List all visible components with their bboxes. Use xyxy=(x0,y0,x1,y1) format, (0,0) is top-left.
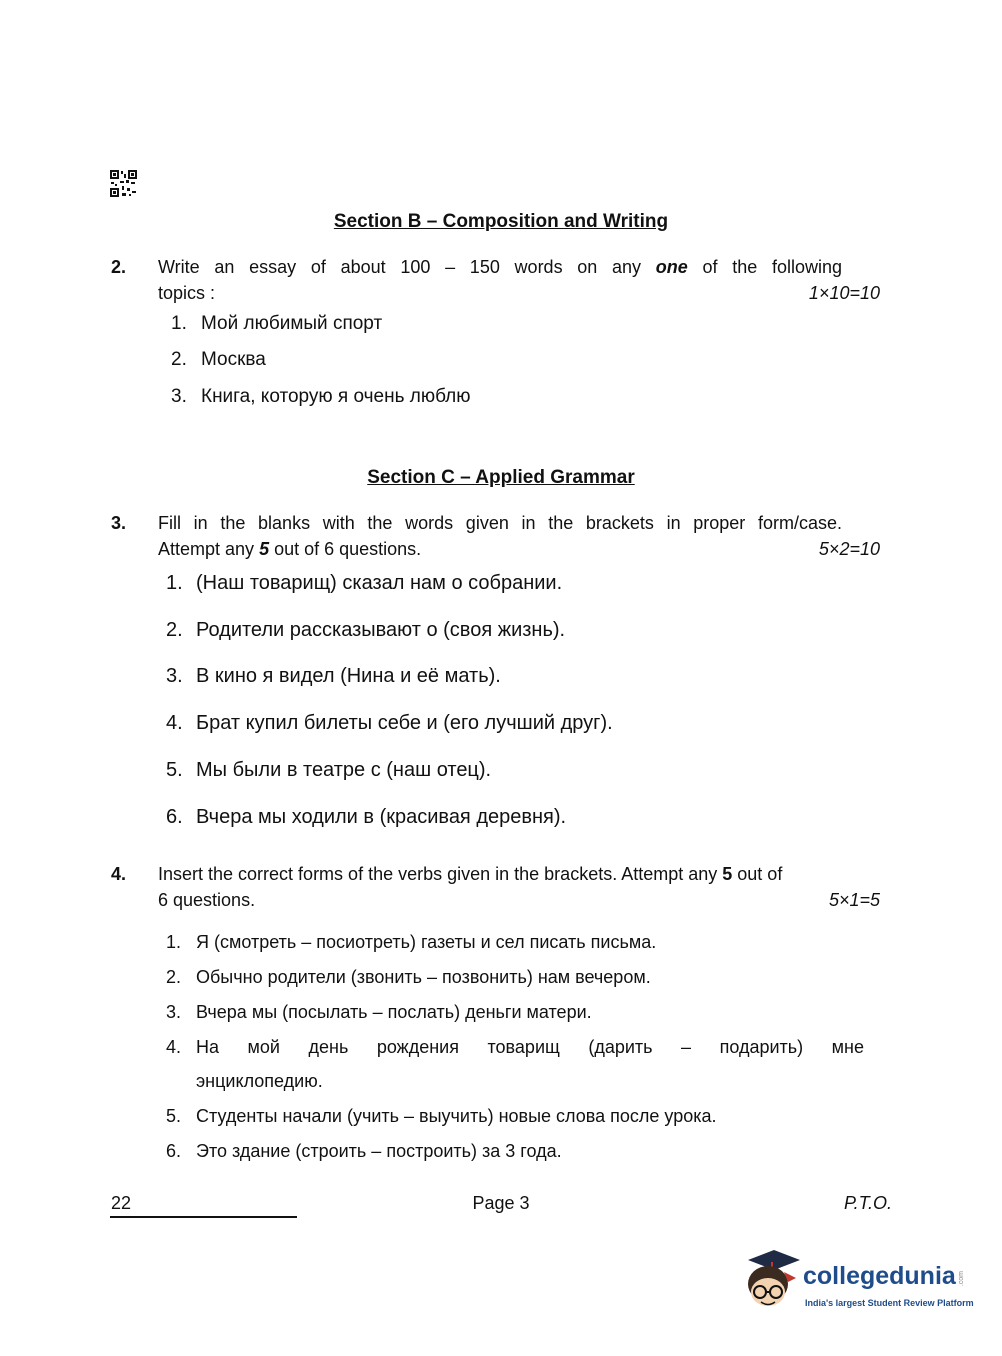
page-number: Page 3 xyxy=(472,1193,530,1213)
question-text: Write an essay of about 100 – 150 words on any one of the following xyxy=(158,257,842,277)
question-number: 2. xyxy=(111,257,127,277)
page-code: 22 xyxy=(111,1193,132,1213)
question-marks: 5×2=10 xyxy=(818,539,880,559)
qr-code-icon xyxy=(110,170,137,197)
list-item: 1. Я (смотреть – посиотреть) газеты и сел писать письма. xyxy=(166,932,657,952)
list-item: 6. Это здание (строить – построить) за 3 года. xyxy=(166,1141,562,1161)
list-item-continuation: энциклопедию. xyxy=(196,1071,323,1091)
list-item: 1. Мой любимый спорт xyxy=(171,313,383,334)
brand-domain: .com xyxy=(958,1271,965,1287)
list-item: 2. Родители рассказывают о (своя жизнь). xyxy=(166,619,566,641)
list-item: 5. Мы были в театре с (наш отец). xyxy=(166,759,492,781)
section-c-title: Section C – Applied Grammar xyxy=(367,467,635,488)
brand-name: collegedunia xyxy=(803,1262,956,1290)
list-item: 5. Студенты начали (учить – выучить) новые слова после урока. xyxy=(166,1106,717,1126)
list-item: 3. В кино я видел (Нина и её мать). xyxy=(166,665,501,687)
question-text: Fill in the blanks with the words given in the brackets in proper form/case. xyxy=(158,513,842,533)
question-number: 4. xyxy=(111,864,127,884)
list-item: 1. (Наш товарищ) сказал нам о собрании. xyxy=(166,572,563,594)
footer-divider xyxy=(110,1216,297,1218)
list-item: 3. Вчера мы (посылать – послать) деньги матери. xyxy=(166,1002,592,1022)
list-item: 2. Обычно родители (звонить – позвонить) нам вечером. xyxy=(166,967,651,987)
question-number: 3. xyxy=(111,513,127,533)
question-text-line2: 6 questions. xyxy=(158,890,256,910)
section-b-title: Section B – Composition and Writing xyxy=(333,211,669,232)
list-item: 2. Москва xyxy=(171,349,266,370)
list-item: 3. Книга, которую я очень люблю xyxy=(171,386,471,407)
list-item: 4. На мой день рождения товарищ (дарить – подарить) мне xyxy=(166,1037,864,1057)
question-text-line2: Attempt any 5 out of 6 questions. xyxy=(158,539,422,559)
question-marks: 1×10=10 xyxy=(808,283,880,303)
question-text-line2: topics : xyxy=(158,283,216,303)
list-item: 4. Брат купил билеты себе и (его лучший друг). xyxy=(166,712,613,734)
mascot-icon xyxy=(744,1250,802,1312)
list-item: 6. Вчера мы ходили в (красивая деревня). xyxy=(166,806,567,828)
question-text: Insert the correct forms of the verbs given in the brackets. Attempt any 5 out of xyxy=(158,864,783,884)
brand-tagline: India's largest Student Review Platform xyxy=(805,1298,974,1308)
pto-label: P.T.O. xyxy=(843,1193,892,1213)
question-marks: 5×1=5 xyxy=(828,890,880,910)
